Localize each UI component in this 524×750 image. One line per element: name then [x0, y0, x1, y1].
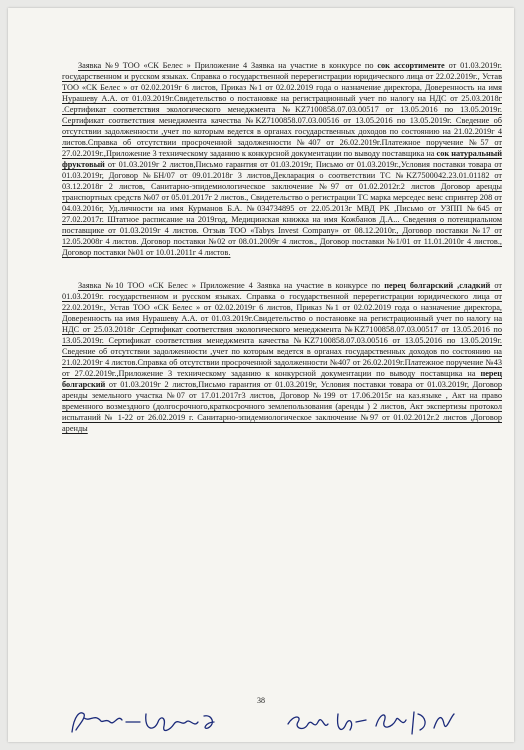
application-9-paragraph — [62, 60, 502, 258]
application-10-paragraph — [62, 280, 502, 434]
document-body — [62, 60, 502, 456]
handwritten-signature-left — [66, 704, 236, 740]
signature-area — [8, 704, 514, 740]
application-9-tail: от 01.03.2019г 2 листов,Письмо гарантия от 01.03.2019г, Письмо от 01.03.2019г.,Условия поставки товара от 01.03.2019г, Договор №БН/07 от 09.01.2018г 3 листов,Декларация о соответствии ТС №KZ7500042.23.01.01182 от 03.12.2018г 2 листов, Санитарно-эпидемиологическое заключение №97 от 01.02.2012г.2 листов Договор аренды транспортных средств №07 от 05.01.2017г 2 листов., Свидетельство о регистрации ТС марка мерседес венс спринтер 208 от 04.03.2016г, Уд.личности на имя Курманов Б.А. №034734895 от 22.05.2013г МВД РК ,Письмо от УЗПП №645 от 27.02.2017г. Штатное расписание на 2019год, Медицинская книжка на имя Кожбанов Д.А... Сведения о потенциальном поставщике от 01.03.2019г 4 листов. Отзыв ТОО «Tabys Invest Company» от 08.12.2010г., Договор поставки №17 от 12.05.2008г 4 листов. Договор поставки №02 от 08.01.2009г 4 листов., Договор поставки №1/01 от 11.01.2010г 4 листов., Договор поставки №01 от 10.01.2011г 4 листов. — [62, 160, 502, 257]
document-page — [8, 8, 514, 742]
page-number: 38 — [257, 696, 265, 705]
application-10-product: перец болгарский ,сладкий — [384, 281, 491, 290]
application-9-body: от 01.03.2019г. государственном и русском языках. Справка о государственной перерегистрации юридического лица от 22.02.2019г., Устав ТОО «СК Белес » от 02.02.2019г 6 листов, Приказ №1 от 02.02.2019 года о назначение директора, Доверенность на имя Нурашеву А.А. от 01.03.2019г.Свидетельство о постановке на регистрационный учет по налогу на НДС от 25.03.2018г .Сертификат соответствия экологического менеджмента №KZ7100858.07.03.00517 от 13.05.2016 по 13.05.2019г. Сертификат соответствия менеджмента качества №KZ7100858.07.03.00516 от 13.05.2016 по 13.05.2019г. Сведение об отсутствии задолженности ,учет по которым ведется в органах государственных доходов по состоянию на 21.02.2019г 4 листов.Справка об отсутствии просроченной задолженности №407 от 26.02.2019г.Платежное поручение №57 от 27.02.2019г.,Приложение 3 техническому заданию к конкурсной документации по выводу поставщика на — [62, 61, 502, 158]
application-10-body: от 01.03.2019г. государственном и русском языках. Справка о государственной перерегистрации юридического лица от 22.02.2019г., Устав ТОО «СК Белес » от 02.02.2019г 6 листов, Приказ №1 от 02.02.2019 года о назначение директора, Доверенность на имя Нурашеву А.А. от 01.03.2019г.Свидетельство о постановке на регистрационный учет по налогу на НДС от 25.03.2018г .Сертификат соответствия экологического менеджмента №KZ7100858.07.03.00517 от 13.05.2016 по 13.05.2019г. Сертификат соответствия менеджмента качества №KZ7100858.07.03.00516 от 13.05.2016 по 13.05.2019г. Сведение об отсутствии задолженности ,учет по которым ведется в органах государственных доходов по состоянию на 21.02.2019г 4 листов.Справка об отсутствии просроченной задолженности №407 от 26.02.2019г.Платежное поручение №43 от 27.02.2019г.,Приложение 3 техническому заданию к конкурсной документации по выводу поставщика на — [62, 281, 502, 378]
application-9-product-2: сок натуральный фруктовый — [62, 149, 502, 169]
application-10-intro: Заявка №10 ТОО «СК Белес » Приложение 4 Заявка на участие в конкурсе по — [78, 281, 385, 290]
application-10-product-2: перец болгарский — [62, 369, 502, 389]
application-9-intro: Заявка №9 ТОО «СК Белес » Приложение 4 Заявка на участие в конкурсе по — [78, 61, 378, 70]
application-9-product: сок ассортименте — [377, 61, 445, 70]
handwritten-signature-right — [284, 704, 464, 740]
application-10-tail: от 01.03.2019г 2 листов,Письмо гарантия от 01.03.2019г, Условия поставки товара от 01.03.2019г, Договор аренды земельного участка №07 от 17.01.2017г3 листов, Договор №199 от 17.06.2015г на каз.языке , Акт на право временного возмездного (долгосрочного,краткосрочного землепользования (аренды ) 2 листов, Акт экспертизы протокол испытаний № 1-22 от 26.02.2019 г. Санитарно-эпидемиологическое заключение №97 от 01.02.2012г.2 листов ,Договор аренды — [62, 380, 502, 433]
